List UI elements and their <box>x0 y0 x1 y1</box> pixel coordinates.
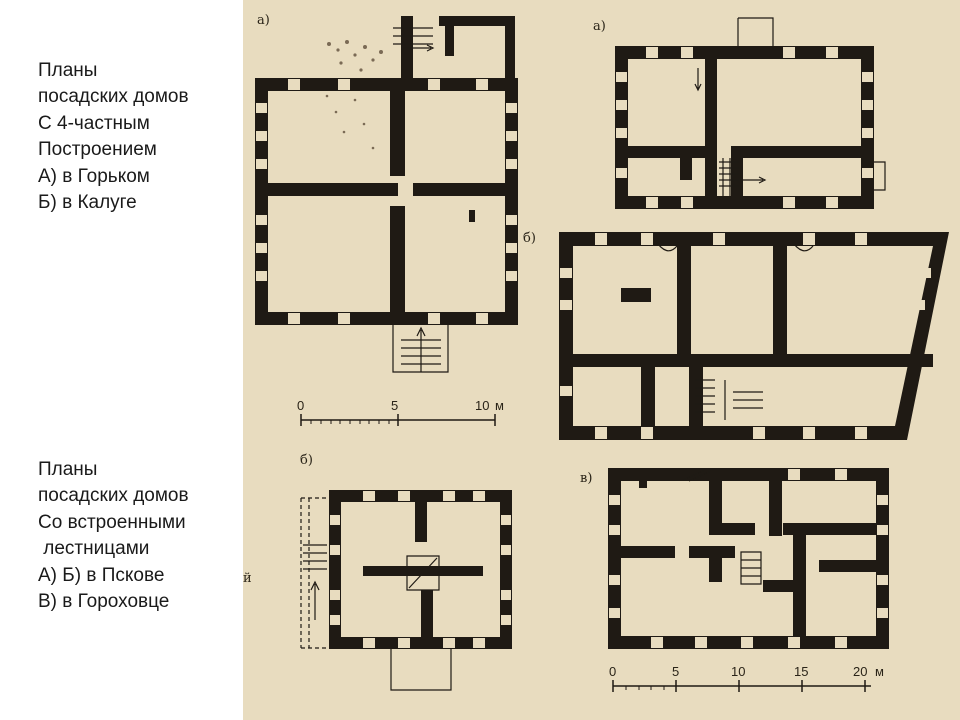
plan-label-pskov-a: а) <box>593 19 606 34</box>
caption-line: Планы <box>38 60 98 81</box>
caption-line: посадских домов <box>38 86 189 108</box>
scale-tick-label: 20 <box>853 664 868 679</box>
plan-label-pskov-small: б) <box>300 453 313 468</box>
caption-line: посадских домов <box>38 485 189 507</box>
caption-line: Планы <box>38 459 98 480</box>
floor-plans-drawing <box>243 0 960 720</box>
stray-mark: й <box>243 571 252 586</box>
scale-unit-label: м <box>495 398 504 413</box>
caption-line: Со встроенными <box>38 511 186 533</box>
floor-plans-scan <box>243 0 960 720</box>
caption-line: А) Б) в Пскове <box>38 564 165 586</box>
plan-label-gorky: а) <box>257 13 270 28</box>
caption-built-in-stairs <box>38 457 243 615</box>
plan-label-gorokhovets: в) <box>580 471 593 486</box>
scale-unit-label: м <box>875 664 884 679</box>
scale-tick-label: 15 <box>794 664 809 679</box>
caption-line: лестницами <box>38 538 150 560</box>
scale-tick-label: 0 <box>609 664 617 679</box>
caption-line: С 4-частным <box>38 112 150 134</box>
caption-line: А) в Горьком <box>38 165 150 187</box>
caption-line: В) в Гороховце <box>38 591 170 613</box>
plan-label-pskov-b: б) <box>523 231 536 246</box>
scale-tick-label: 10 <box>475 398 490 413</box>
scale-tick-label: 0 <box>297 398 305 413</box>
scale-tick-label: 5 <box>672 664 680 679</box>
caption-line: Построением <box>38 139 157 161</box>
caption-four-part-houses <box>38 58 243 216</box>
scale-tick-label: 5 <box>391 398 399 413</box>
scale-tick-label: 10 <box>731 664 746 679</box>
caption-line: Б) в Калуге <box>38 192 137 214</box>
